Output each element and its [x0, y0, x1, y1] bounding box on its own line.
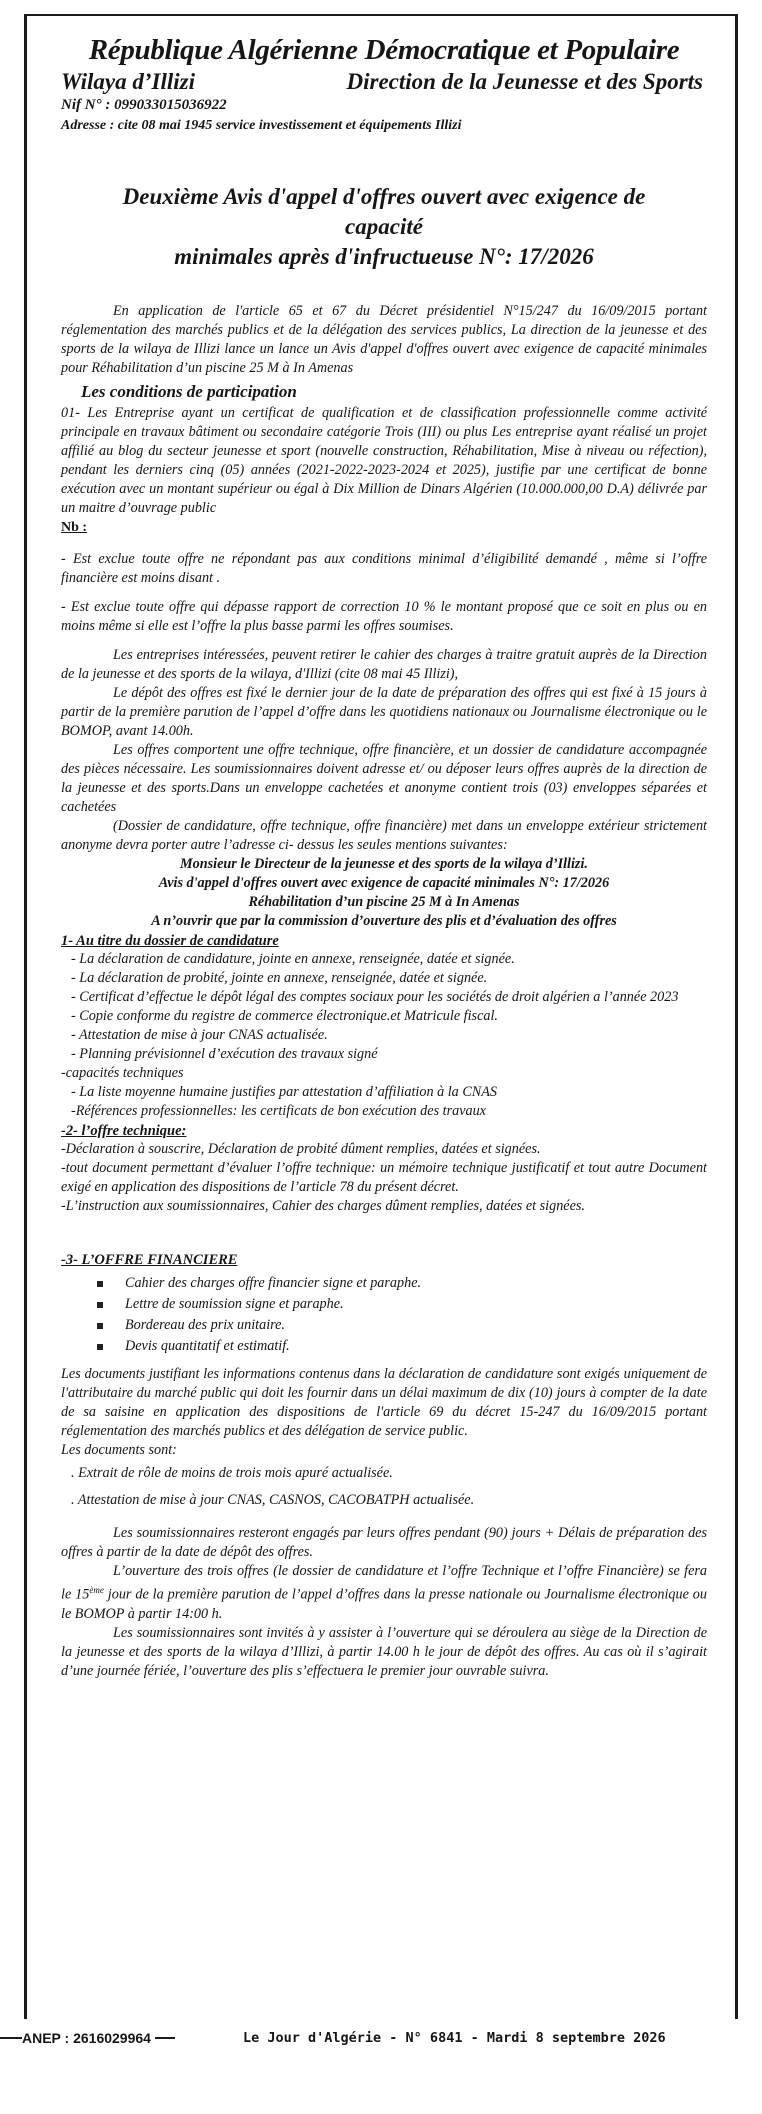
dossier-item: - Certificat d’effectue le dépôt légal des comptes sociaux pour les sociétés de droit algérien a l’année 2023 [71, 989, 679, 1005]
documents-sont: Les documents sont: [61, 1442, 177, 1458]
dossier-item: - Planning prévisionnel d’exécution des travaux signé [71, 1046, 378, 1062]
exclusion-2: - Est exclue toute offre qui dépasse rapport de correction 10 % le montant proposé que ce soit en plus ou en moins même si elle est l’offre la plus basse parmi les offres soumises. [61, 599, 707, 634]
capacity-item: -Références professionnelles: les certificats de bon exécution des travaux [71, 1103, 486, 1119]
technique-item: -Déclaration à souscrire, Déclaration de probité dûment remplies, datées et signées. [61, 1141, 541, 1157]
dossier-heading: 1- Au titre du dossier de candidature [61, 933, 279, 949]
body-paragraph-4: (Dossier de candidature, offre technique, offre financière) met dans un enveloppe extérieur strictement anonyme devra porter autre l’adresse ci- dessus les seules mentions suivantes: [61, 818, 707, 853]
square-bullet-icon [97, 1281, 103, 1287]
square-bullet-icon [97, 1302, 103, 1308]
address: Adresse : cite 08 mai 1945 service investissement et équipements Illizi [61, 118, 462, 133]
document-item: . Extrait de rôle de moins de trois mois apuré actualisée. [71, 1465, 393, 1481]
page-footer [0, 2030, 762, 2056]
direction-label: Direction de la Jeunesse et des Sports [346, 69, 703, 94]
tender-notice-page [24, 14, 738, 2019]
financiere-item: Cahier des charges offre financier signe et paraphe. [97, 1273, 707, 1294]
documents-paragraph: Les documents justifiant les informations contenus dans la déclaration de candidature sont exigés uniquement de l'attributaire du marché public qui doit les fournir dans un délai maximum de dix (10) jours à compter de la date de sa saisine en application des dispositions de l'article 69 du décret 15-247 du 16/09/2015 portant réglementation des marchés publics et des délégation de service public. [61, 1366, 707, 1439]
body-paragraph-2: Le dépôt des offres est fixé le dernier jour de la date de préparation des offres qui est fixé à 15 jours à partir de la première parution de l’appel d’offre dans les quotidiens nationaux ou Journalisme électronique ou le BOMOP, avant 14.00h. [61, 685, 707, 739]
publication-line: Le Jour d'Algérie - N° 6841 - Mardi 8 septembre 2026 [243, 2030, 666, 2046]
notice-title [81, 182, 687, 272]
financiere-item: Devis quantitatif et estimatif. [97, 1336, 707, 1357]
closing-paragraph-1: Les soumissionnaires resteront engagés par leurs offres pendant (90) jours + Délais de préparation des offres à partir de la date de dépôt des offres. [61, 1525, 707, 1560]
intro-paragraph: En application de l'article 65 et 67 du Décret présidentiel N°15/247 du 16/09/2015 portant réglementation des marchés publics et de la délégation des services publics, La direction de la jeunesse et des sports de la wilaya de Illizi lance un lance un Avis d'appel d'offres ouvert avec exigence de capacité minimales pour Réhabilitation d’un piscine 25 M à In Amenas [61, 303, 707, 376]
republic-heading: République Algérienne Démocratique et Populaire [88, 34, 680, 66]
document-item: . Attestation de mise à jour CNAS, CASNOS, CACOBATPH actualisée. [71, 1492, 475, 1508]
financiere-item: Bordereau des prix unitaire. [97, 1315, 707, 1336]
dossier-item: - Attestation de mise à jour CNAS actualisée. [71, 1027, 328, 1043]
exclusion-1: - Est exclue toute offre ne répondant pas aux conditions minimal d’éligibilité demandé , même si l’offre financière est moins disant . [61, 551, 707, 586]
square-bullet-icon [97, 1323, 103, 1329]
closing-paragraph-3: Les soumissionnaires sont invités à y assister à l’ouverture qui se déroulera au siège de la Direction de la jeunesse et des sports de la wilaya d’Illizi, à partir 14.00 h le jour de dépôt des offres. Au cas où il s’agirait d’une journée fériée, l’ouverture des plis s’effectuera le premier jour ouvrable suivra. [61, 1624, 707, 1679]
capacities-heading: -capacités techniques [61, 1065, 184, 1081]
technique-item: -L’instruction aux soumissionnaires, Cahier des charges dûment remplies, datées et signées. [61, 1198, 585, 1214]
header-line [61, 69, 707, 95]
technique-heading: -2- l’offre technique: [61, 1123, 187, 1139]
financiere-heading: -3- L’OFFRE FINANCIERE [61, 1252, 238, 1268]
nif-number: Nif N° : 099033015036922 [61, 97, 227, 113]
financiere-item: Lettre de soumission signe et paraphe. [97, 1294, 707, 1315]
body-paragraph-1: Les entreprises intéressées, peuvent retirer le cahier des charges à traitre gratuit auprès de la Direction de la jeunesse et des sports de la wilaya, d'Illizi (cite 08 mai 45 Illizi), [61, 647, 707, 682]
dossier-item: - La déclaration de probité, jointe en annexe, renseignée, datée et signée. [71, 970, 488, 986]
mention-notice: Avis d'appel d'offres ouvert avec exigence de capacité minimales N°: 17/2026 [158, 875, 610, 891]
wilaya-label: Wilaya d’Illizi [61, 69, 195, 94]
condition-01: 01- Les Entreprise ayant un certificat de qualification et de classification professionnelle comme activité principale en travaux bâtiment ou secondaire catégorie Trois (III) ou plus Les entreprise ayant réalisé un projet affilié au blog du secteur jeunesse et sport (nouvelle construction, Réhabilitation, Mise à niveau ou réfection), pendant les derniers cinq (05) années (2021-2022-2023-2024 et 2025), justifie par une certificat de bonne exécution avec un montant supérieur ou égal à Dix Million de Dinars Algérien (10.000.000,00 D.A) délivrée par un maitre d’ouvrage public [61, 405, 707, 516]
capacity-item: - La liste moyenne humaine justifies par attestation d’affiliation à la CNAS [71, 1084, 497, 1100]
body-paragraph-3: Les offres comportent une offre technique, offre financière, et un dossier de candidature accompagnée des pièces nécessaire. Les soumissionnaires doivent adresse et/ ou déposer leurs offres auprès de la direction de la jeunesse et des sports.Dans un enveloppe cachetées et anonyme contient trois (03) enveloppes séparées et cachetées [61, 742, 707, 815]
notice-title-line2: minimales après d'infructueuse N°: 17/2026 [174, 244, 594, 269]
closing-paragraph-2: L’ouverture des trois offres (le dossier de candidature et l’offre Technique et l’offre Financière) se fera le 15ème jour de la première parution de l’appel d’offres dans la presse nationale ou Journalisme électronique ou le BOMOP à partir 14:00 h. [61, 1563, 707, 1622]
square-bullet-icon [97, 1344, 103, 1350]
notice-title-line1: Deuxième Avis d'appel d'offres ouvert avec exigence de capacité [122, 184, 646, 239]
mention-director: Monsieur le Directeur de la jeunesse et des sports de la wilaya d’Illizi. [180, 856, 588, 872]
mention-project: Réhabilitation d’un piscine 25 M à In Amenas [248, 894, 520, 910]
financiere-list [97, 1273, 707, 1357]
technique-item: -tout document permettant d’évaluer l’offre technique: un mémoire technique justificatif et tout autre Document exigé en application des dispositions de l’article 78 du présent décret. [61, 1160, 707, 1195]
conditions-heading: Les conditions de participation [81, 382, 297, 401]
dossier-item: - La déclaration de candidature, jointe en annexe, renseignée, datée et signée. [71, 951, 515, 967]
dossier-item: - Copie conforme du registre de commerce électronique.et Matricule fiscal. [71, 1008, 498, 1024]
mention-commission: A n’ouvrir que par la commission d’ouverture des plis et d’évaluation des offres [151, 913, 617, 929]
nb-label: Nb : [61, 520, 88, 535]
anep-reference: ANEP : 2616029964 [0, 2030, 175, 2046]
